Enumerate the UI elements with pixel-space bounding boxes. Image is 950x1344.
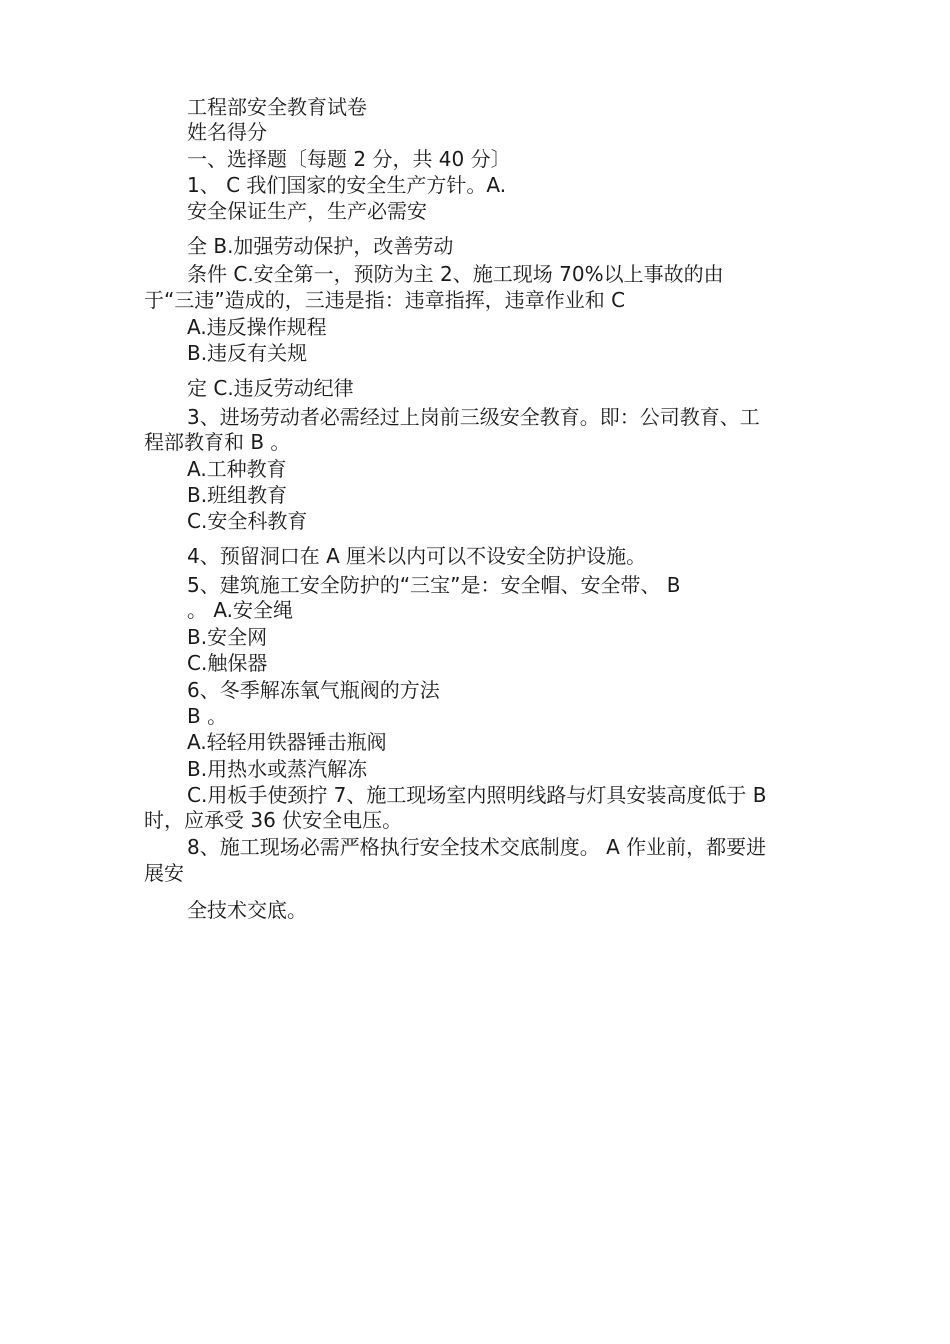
question-6-option-b: B.用热水或蒸汽解冻 bbox=[187, 757, 368, 781]
question-2-continued: 于“三违”造成的，三违是指：违章指挥，违章作业和 C bbox=[144, 288, 626, 312]
question-3-option-c: C.安全科教育 bbox=[187, 509, 308, 533]
question-6-line: 6、冬季解冻氧气瓶阀的方法 bbox=[187, 678, 440, 702]
question-1-option-b: 全 B.加强劳动保护，改善劳动 bbox=[187, 234, 454, 258]
question-8-continued: 展安 bbox=[144, 861, 184, 885]
name-score-line: 姓名得分 bbox=[187, 120, 267, 144]
question-7-continued: 时，应承受 36 伏安全电压。 bbox=[144, 808, 403, 832]
question-3-line: 3、进场劳动者必需经过上岗前三级安全教育。即：公司教育、工 bbox=[187, 405, 760, 429]
question-6-option-c-and-question-7: C.用板手使颈拧 7、施工现场室内照明线路与灯具安装高度低于 B bbox=[187, 783, 767, 807]
question-1-option-a: 安全保证生产，生产必需安 bbox=[187, 199, 427, 223]
question-1-line: 1、 C 我们国家的安全生产方针。A. bbox=[187, 173, 507, 197]
question-8-line: 8、施工现场必需严格执行安全技术交底制度。 A 作业前，都要进 bbox=[187, 835, 767, 859]
question-3-continued: 程部教育和 B 。 bbox=[144, 430, 291, 454]
question-6-option-a: A.轻轻用铁器锤击瓶阀 bbox=[187, 730, 387, 754]
question-5-option-c: C.触保器 bbox=[187, 651, 268, 675]
question-3-option-a: A.工种教育 bbox=[187, 457, 287, 481]
question-2-option-b: B.违反有关规 bbox=[187, 341, 308, 365]
question-5-option-b: B.安全网 bbox=[187, 625, 268, 649]
section-heading: 一、选择题〔每题 2 分，共 40 分〕 bbox=[187, 147, 511, 171]
question-2-option-c: 定 C.违反劳动纪律 bbox=[187, 376, 354, 400]
document-title: 工程部安全教育试卷 bbox=[187, 95, 367, 119]
question-8-final: 全技术交底。 bbox=[187, 898, 307, 922]
question-5-line: 5、建筑施工安全防护的“三宝”是：安全帽、安全带、 B bbox=[187, 573, 681, 597]
question-4-line: 4、预留洞口在 A 厘米以内可以不设安全防护设施。 bbox=[187, 544, 647, 568]
question-2-option-a: A.违反操作规程 bbox=[187, 315, 327, 339]
question-3-option-b: B.班组教育 bbox=[187, 483, 288, 507]
question-5-option-a: 。 A.安全绳 bbox=[187, 598, 294, 622]
question-6-answer: B 。 bbox=[187, 704, 228, 728]
question-1-option-c-and-question-2: 条件 C.安全第一，预防为主 2、施工现场 70%以上事故的由 bbox=[187, 262, 724, 286]
